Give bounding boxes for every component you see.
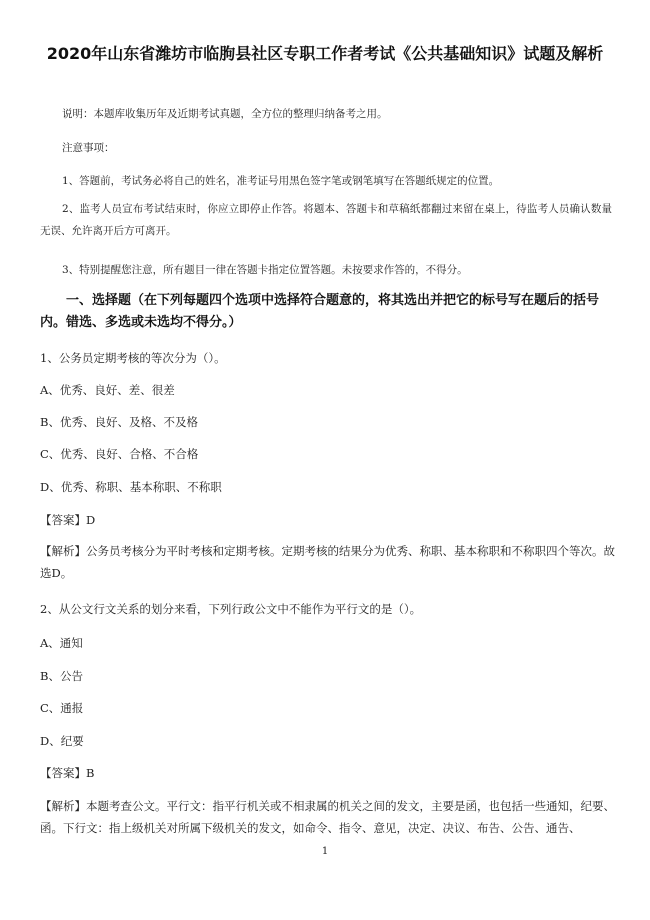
question-1-option-c: C、优秀、良好、合格、不合格 bbox=[40, 447, 199, 461]
notice-item-1: 1、答题前，考试务必将自己的姓名，准考证号用黑色签字笔或钢笔填写在答题纸规定的位置。 bbox=[62, 175, 500, 187]
question-1-option-a: A、优秀、良好、差、很差 bbox=[40, 383, 175, 397]
question-1-analysis: 【解析】公务员考核分为平时考核和定期考核。定期考核的结果分为优秀、称职、基本称职和不称职四个等次。故选D。 bbox=[40, 544, 615, 580]
section-title: 一、选择题（在下列每题四个选项中选择符合题意的，将其选出并把它的标号写在题后的括号内。错选、多选或未选均不得分。） bbox=[40, 293, 600, 330]
question-2-analysis: 【解析】本题考查公文。平行文：指平行机关或不相隶属的机关之间的发文，主要是函，也包括一些通知，纪要、函。下行文：指上级机关对所属下级机关的发文，如命令、指令、意见，决定、决议、布告、公告、通告、 bbox=[40, 799, 615, 835]
question-2-answer: 【答案】B bbox=[40, 766, 95, 780]
notice-item-3: 3、特别提醒您注意，所有题目一律在答题卡指定位置答题。未按要求作答的，不得分。 bbox=[62, 264, 468, 276]
question-2-option-d: D、纪要 bbox=[40, 734, 84, 748]
question-1-stem: 1、公务员定期考核的等次分为（）。 bbox=[40, 351, 226, 365]
intro-text: 说明：本题库收集历年及近期考试真题，全方位的整理归纳备考之用。 bbox=[62, 108, 388, 120]
question-1-option-b: B、优秀、良好、及格、不及格 bbox=[40, 415, 198, 429]
document-title: 2020年山东省潍坊市临朐县社区专职工作者考试《公共基础知识》试题及解析 bbox=[46, 44, 604, 63]
page-number: 1 bbox=[321, 846, 329, 857]
question-2-stem: 2、从公文行文关系的划分来看，下列行政公文中不能作为平行文的是（）。 bbox=[40, 602, 422, 616]
question-2-option-c: C、通报 bbox=[40, 701, 84, 715]
question-1-option-d: D、优秀、称职、基本称职、不称职 bbox=[40, 480, 222, 494]
question-2-option-b: B、公告 bbox=[40, 669, 83, 683]
question-1-answer: 【答案】D bbox=[40, 513, 96, 527]
notice-item-2: 2、监考人员宣布考试结束时，你应立即停止作答。将题本、答题卡和草稿纸都翻过来留在桌上，待监考人员确认数量无误、允许离开后方可离开。 bbox=[40, 203, 612, 237]
notice-header: 注意事项： bbox=[62, 142, 115, 154]
question-2-option-a: A、通知 bbox=[40, 636, 83, 650]
